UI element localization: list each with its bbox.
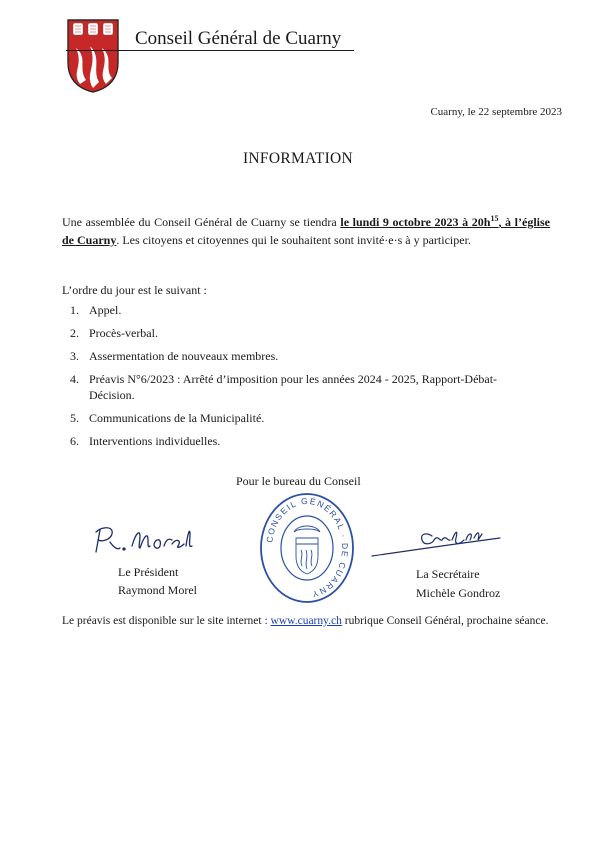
agenda-item (62, 410, 542, 426)
intro-text-start: Une assemblée du Conseil Général de Cuarny se tiendra (62, 215, 341, 229)
agenda-item-text: Assermentation de nouveaux membres. (89, 349, 279, 363)
agenda-item-number: 6. (70, 434, 79, 448)
header-underline (66, 50, 354, 51)
intro-paragraph (62, 210, 550, 249)
document-title: INFORMATION (242, 150, 354, 167)
agenda-item-text: Communications de la Municipalité. (89, 411, 265, 425)
bureau-label: Pour le bureau du Conseil (236, 474, 361, 488)
president-role: Le Président (118, 565, 179, 579)
coat-of-arms-icon (66, 18, 120, 94)
meeting-location: , à l’église de Cuarny (62, 215, 550, 247)
footnote-text-end: rubrique Conseil Général, prochaine séance. (341, 615, 549, 627)
meeting-date: le lundi 9 octobre 2023 à 20h (340, 215, 491, 229)
agenda-item-text: Préavis N°6/2023 : Arrêté d’imposition pour les années 2024 - 2025, Rapport-Débat-Décision. (89, 372, 498, 402)
intro-text-end: . Les citoyens et citoyennes qui le souhaitent sont invité·e·s à y participer. (116, 233, 471, 247)
president-signature (92, 522, 196, 556)
agenda-item-text: Appel. (89, 303, 122, 317)
meeting-minutes: 15 (490, 214, 499, 223)
agenda-item-text: Procès-verbal. (89, 326, 158, 340)
agenda-intro: L’ordre du jour est le suivant : (62, 283, 207, 297)
place-date: Cuarny, le 22 septembre 2023 (430, 106, 562, 118)
stamp-text: CONSEIL GÉNÉRAL · DE CUARNY (264, 495, 351, 600)
official-stamp (258, 492, 356, 604)
secretary-signature (370, 528, 502, 560)
agenda-item (62, 433, 542, 449)
agenda-item (62, 348, 542, 364)
agenda-item-number: 3. (70, 349, 79, 363)
svg-text:CONSEIL GÉNÉRAL · DE CUARNY (264, 496, 350, 600)
president-name: Raymond Morel (118, 583, 197, 597)
organization-name: Conseil Général de Cuarny (135, 28, 342, 49)
secretary-role: La Secrétaire (416, 567, 480, 581)
agenda-item (62, 325, 542, 341)
footnote-paragraph (62, 614, 552, 629)
website-link[interactable]: www.cuarny.ch (270, 615, 342, 627)
agenda-item-number: 5. (70, 411, 79, 425)
agenda-item (62, 302, 542, 318)
footnote-text-start: Le préavis est disponible sur le site internet : (62, 615, 271, 627)
agenda-item-text: Interventions individuelles. (89, 434, 221, 448)
agenda-item-number: 4. (70, 372, 79, 386)
secretary-name: Michèle Gondroz (416, 586, 501, 600)
agenda-item-number: 2. (70, 326, 79, 340)
agenda-item-number: 1. (70, 303, 79, 317)
agenda-list (62, 302, 542, 456)
agenda-item (62, 371, 542, 403)
